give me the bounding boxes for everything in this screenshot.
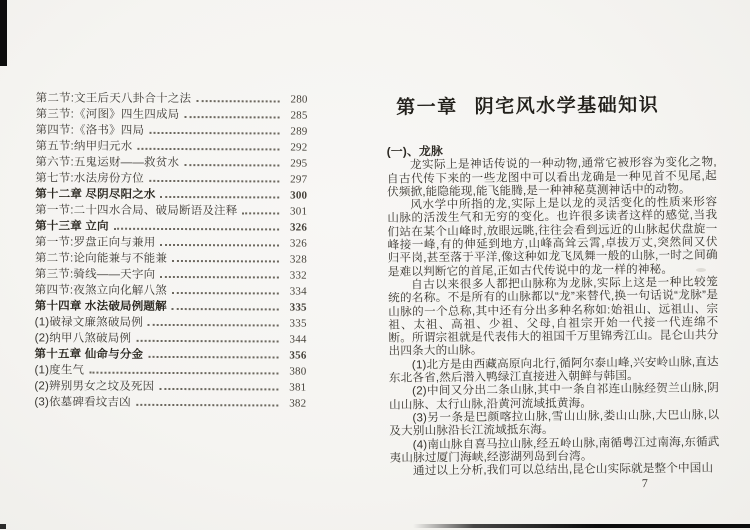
toc-entry-page: 326 (289, 221, 308, 234)
toc-entry-label: 第四节:《洛书》四局 (35, 124, 145, 137)
body-paragraph: 风水学中所指的龙,实际上是以龙的灵活变化的性质来形容山脉的活泼生气和无穷的变化。也许很多读者这样的感觉,当我们站在某个山峰时,放眼远眺,往往会看到远近的山脉起伏盘旋一峰接一峰,有的伸延到地方,山峰高耸云霄,卓拔万丈,突然间又伏归平岗,甚至落于平洋,像这种如龙飞凤舞一般的山脉,一时之间确是难以判断它的首尾,正如古代传说中的龙一样的神秘。 (387, 195, 718, 279)
toc-dot-leader (114, 227, 279, 231)
toc-entry-page: 381 (289, 381, 307, 394)
scan-artifact-bottom-left (0, 524, 6, 529)
toc-entry-page: 301 (290, 205, 308, 218)
toc-entry-page: 380 (289, 365, 307, 378)
toc-dot-leader (172, 291, 279, 294)
toc-entry-page: 280 (290, 93, 308, 106)
toc-entry-page: 335 (289, 301, 307, 314)
toc-entry-page: 326 (289, 237, 308, 250)
chapter-number: 第一章 (396, 96, 458, 119)
toc-dot-leader (159, 387, 278, 391)
toc-entry-label: 第三节:骑线——天字向 (34, 268, 156, 281)
toc-entry-label: (1)度生气 (34, 364, 85, 377)
toc-entry (35, 201, 307, 218)
toc-entry-label: 第二节:文王后天八卦合十之法 (35, 92, 192, 106)
toc-entry-page: 295 (290, 157, 308, 170)
section-heading: (一)、龙脉 (386, 144, 443, 159)
toc-entry (35, 281, 307, 298)
toc-entry (35, 249, 307, 266)
chapter-title (386, 92, 716, 121)
toc-dot-leader (137, 147, 279, 151)
toc-entry (35, 217, 307, 234)
toc-entry (34, 361, 306, 378)
toc-entry-label: 第三节:《河图》四生四成局 (35, 108, 180, 122)
toc-entry (35, 185, 307, 202)
toc-entry (35, 137, 307, 154)
toc-dot-leader (196, 99, 280, 102)
toc-entry (34, 377, 306, 394)
chapter-title-text: 阴宅风水学基础知识 (474, 94, 660, 118)
toc-entry (35, 169, 307, 186)
body-text (387, 156, 720, 478)
toc-entry-page: 332 (289, 269, 307, 282)
content-page (386, 86, 720, 494)
toc-dot-leader (242, 211, 279, 214)
toc-dot-leader (136, 339, 278, 343)
toc-dot-leader (184, 163, 279, 166)
scan-artifact-bottom-edge (413, 524, 750, 528)
toc-entry-page: 328 (289, 253, 307, 266)
page-number: 7 (641, 476, 648, 491)
toc-entry (35, 329, 307, 346)
body-paragraph: (1)北方是由西藏高原向北行,循阿尔泰山峰,兴安岭山脉,直达东北各省,然后潜入鸭绿江直接进入朝鲜与韩国。 (388, 355, 719, 385)
toc-entry (35, 345, 307, 362)
toc-dot-leader (149, 179, 279, 183)
toc-entry-label: 第十三章 立向 (35, 220, 109, 233)
toc-entry (35, 297, 307, 314)
body-paragraph: (4)南山脉自喜马拉山脉,经五岭山脉,南循粤江过南海,东循武夷山脉过厦门海峡,经澎湖列岛到台湾。 (389, 434, 720, 465)
toc-entry-page: 335 (289, 317, 307, 330)
toc-entry-page: 289 (290, 125, 308, 138)
toc-entry-page: 285 (290, 109, 308, 122)
scan-artifact-top-left (0, 0, 7, 66)
toc-dot-leader (160, 275, 279, 279)
toc-entry (35, 121, 307, 138)
toc-dot-leader (89, 371, 278, 375)
toc-dot-leader (148, 323, 279, 327)
toc-entry-page: 297 (290, 173, 308, 186)
toc-entry-label: 第一节:二十四水合局、破局断语及注释 (35, 204, 238, 218)
toc-entry-page: 292 (290, 141, 308, 154)
body-paragraph: 通过以上分析,我们可以总结出,昆仑山实际就是整个中国山 (412, 461, 714, 478)
toc-dot-leader (160, 243, 279, 247)
toc-dot-leader (136, 403, 278, 407)
toc-entry-label: 第二节:论向能兼与不能兼 (34, 252, 168, 265)
toc-entry-label: 第五节:纳甲归元水 (35, 140, 133, 153)
toc-entry-page: 334 (289, 285, 307, 298)
toc-entry-label: 第一节:罗盘正向与兼用 (35, 236, 156, 249)
toc-entry-page: 300 (290, 189, 308, 202)
toc-entry-page: 382 (289, 397, 307, 410)
toc-dot-leader (172, 307, 279, 310)
toc-entry-label: 第七节:水法房份方位 (35, 172, 145, 185)
body-paragraph: (2)中间又分出二条山脉,其中一条自祁连山脉经贺兰山脉,阴山山脉、太行山脉,沿黄河流域抵黄海。 (389, 381, 720, 412)
toc-entry (34, 393, 306, 410)
toc-dot-leader (172, 259, 279, 262)
toc-entry (35, 265, 307, 282)
toc-entry-label: 第十二章 尽阴尽阳之水 (35, 188, 156, 201)
toc-entry-label: (2)纳甲八煞破局例 (34, 332, 132, 345)
toc-entry (35, 313, 307, 330)
body-paragraph: (3)另一条是巴颜喀拉山脉,雪山山脉,娄山山脉,大巴山脉,以及大别山脉沿长江流域抵东海。 (389, 408, 720, 438)
toc-entry (36, 105, 308, 122)
toc-entry-label: (1)破禄文廉煞破局例 (34, 316, 143, 329)
toc-entry (35, 153, 307, 170)
toc-dot-leader (184, 115, 279, 118)
toc-entry-label: 第十四章 水法破局例题解 (34, 300, 167, 313)
body-paragraph: 龙实际上是神话传说的一种动物,通常它被形容为变化之物,自古代传下来的一些龙图中可以看出龙确是一种见首不见尾,起伏频掀,能隐能现,能飞能腾,是一种神秘莫测神话中的动物。 (386, 155, 717, 199)
toc-dot-leader (149, 131, 279, 135)
toc-entry-label: 第十五章 仙命与分金 (34, 348, 144, 361)
toc-entry-label: 第四节:夜煞立向化解八煞 (34, 284, 167, 297)
toc-entry-label: (3)依墓碑看坟吉凶 (34, 396, 131, 409)
body-paragraph: 自古以来很多人都把山脉称为龙脉,实际上这是一种比较笼统的名称。不是所有的山脉都以“龙”来替代,换一句话说“龙脉”是山脉的一个总称,其中还有分出多种名称如:始祖山、远祖山、宗祖、太祖、高祖、少祖、父母,自祖宗开始一代接一代连绵不断。所谓宗祖就是代表伟大的祖国千万里锦秀江山。昆仑山共分出四条大的山脉。 (388, 275, 719, 359)
toc-entry-label: (2)辨别男女之坟及死因 (34, 380, 155, 393)
toc-dot-leader (161, 195, 280, 199)
toc-entry (35, 233, 307, 250)
toc-page (34, 89, 307, 410)
toc-entry-page: 356 (289, 349, 307, 362)
toc-entry-page: 344 (289, 333, 307, 346)
toc-dot-leader (148, 355, 278, 359)
toc-entry (36, 89, 308, 106)
toc-entry-label: 第六节:五鬼运财——救贫水 (35, 156, 180, 170)
